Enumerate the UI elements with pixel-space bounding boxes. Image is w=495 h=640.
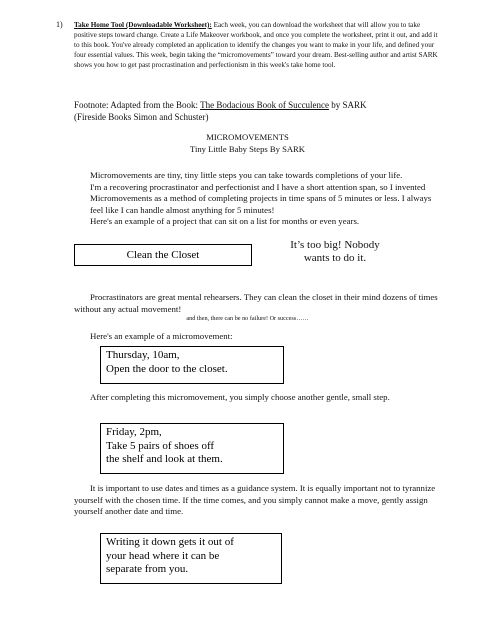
micromovement-example-intro: Here's an example of a micromovement:: [90, 331, 233, 341]
writing-line1: Writing it down gets it out of: [106, 536, 234, 548]
footnote-publisher: (Fireside Books Simon and Schuster): [74, 112, 209, 122]
after-completing-paragraph: After completing this micromovement, you simply choose another gentle, small step.: [90, 392, 390, 402]
thursday-box: [100, 346, 284, 384]
footnote: [74, 99, 434, 123]
writing-line3: separate from you.: [106, 563, 189, 575]
intro-micromovements: [74, 170, 444, 228]
footnote-book-title: The Bodacious Book of Succulence: [200, 100, 330, 110]
para1-line3: Here's an example of a project that can sit on a list for months or even years.: [90, 216, 360, 226]
section-title: MICROMOVEMENTS: [206, 132, 289, 142]
procrastinators-paragraph: Procrastinators are great mental rehearsers. They can clean the closet in their mind dozens of times without any actual movement!: [74, 292, 438, 314]
writing-box: [100, 533, 282, 584]
footnote-prefix: Footnote: Adapted from the Book:: [74, 100, 201, 110]
closet-note-line2: wants to do it.: [303, 252, 367, 264]
small-note: and then, there can be no failure! Or success……: [186, 315, 309, 322]
friday-box: [100, 423, 284, 474]
writing-line2: your head where it can be: [106, 549, 220, 562]
intro-title: Take Home Tool (Downloadable Worksheet):: [74, 21, 212, 29]
guidance-paragraph: It is important to use dates and times as a guidance system. It is equally important not to tyrannize yourself with the chosen time. If the time comes, and you simply cannot make a move, gently assign yourself another date and time.: [74, 483, 436, 516]
friday-line1: Friday, 2pm,: [106, 426, 162, 438]
thursday-line2: Open the door to the closet.: [106, 362, 228, 375]
thursday-line1: Thursday, 10am,: [106, 349, 180, 361]
intro-paragraph: [56, 20, 444, 70]
intro-body: Each week, you can download the worksheet that will allow you to take positive steps toward change. Create a Life Makeover workbook, and once you complete the worksheet, print it out, and add it to this book. You've already completed an application to identify the changes you want to make in your life, and defined your four essential values. This week, begin taking the “micromovements” toward your dream. Best-selling author and artist SARK shows you how to get past procrastination and perfectionism in this week's take home tool.: [74, 21, 438, 69]
closet-note: [270, 239, 400, 265]
item-number: 1): [56, 20, 63, 29]
para1-line1: Micromovements are tiny, tiny little steps you can take towards completions of your life.: [90, 170, 403, 180]
clean-closet-box: Clean the Closet: [74, 244, 252, 266]
footnote-suffix: by SARK: [329, 100, 367, 110]
friday-line2: Take 5 pairs of shoes off: [106, 439, 215, 452]
section-subtitle: Tiny Little Baby Steps By SARK: [190, 144, 305, 154]
friday-line3: the shelf and look at them.: [106, 453, 223, 465]
closet-note-line1: It’s too big! Nobody: [290, 239, 380, 251]
para1-line2: I'm a recovering procrastinator and perfectionist and I have a short attention span, so I invented Micromovements as a method of completing projects in time spans of 5 minutes or less. I always feel like I can handle almost anything for 5 minutes!: [90, 181, 432, 215]
